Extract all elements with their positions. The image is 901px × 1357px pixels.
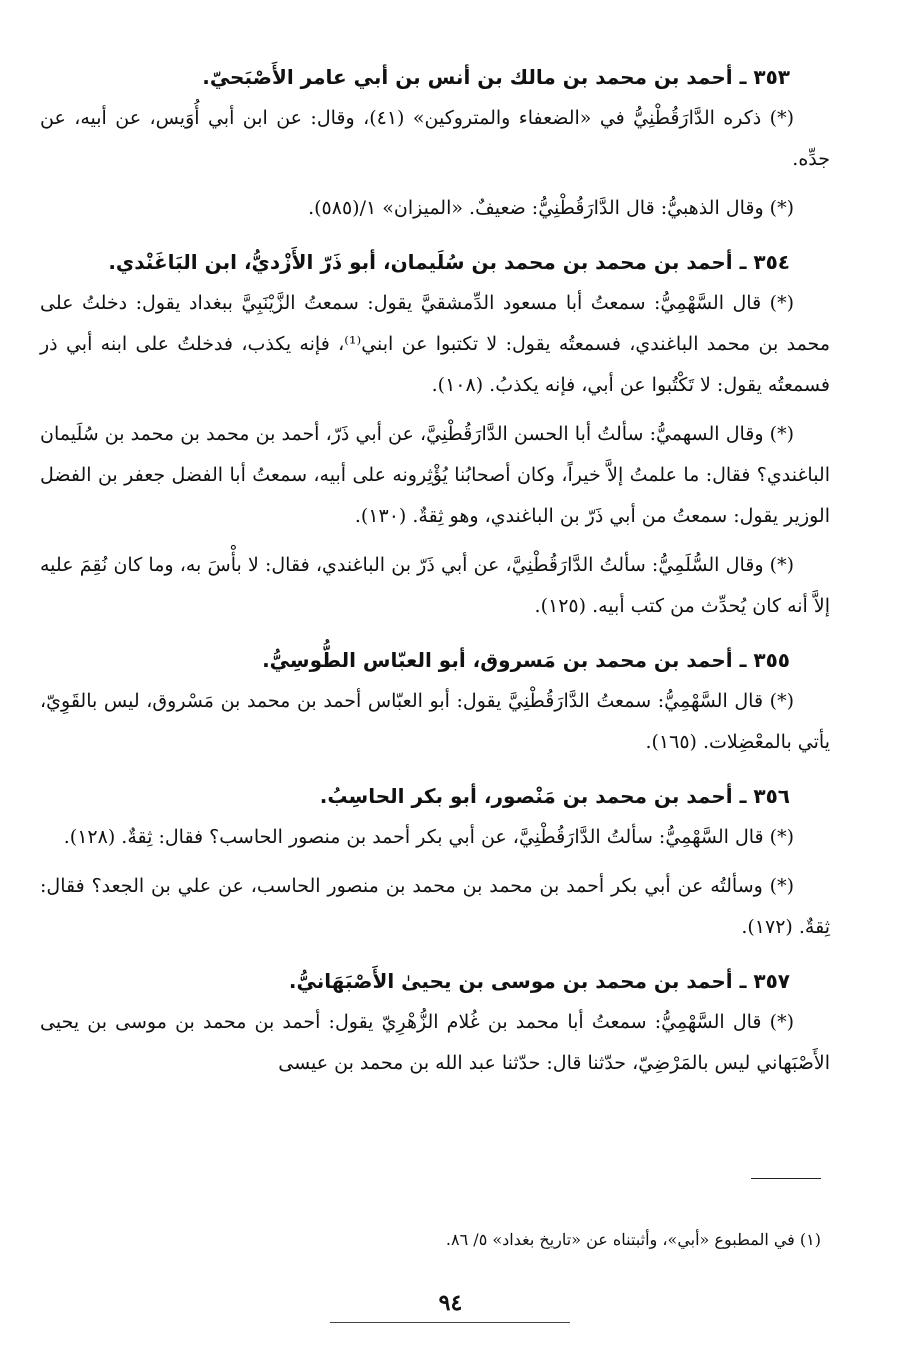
footnote: (١) في المطبوع «أبي»، وأثبتناه عن «تاريخ بغداد» ٥/ ٨٦. [445,1230,821,1249]
entry-paragraph: (*) قال السَّهْمِيُّ: سمعتُ أبا محمد بن غُلام الزُّهْرِيّ يقول: أحمد بن محمد بن موسى بن يحيى الأَصْبَهاني ليس بالمَرْضِيّ، حدّثنا قال: حدّثنا عبد الله بن محمد بن عيسى [40,1011,830,1074]
entry-heading: ٣٥٤ ـ أحمد بن محمد بن محمد بن سُلَيمان، أبو ذَرّ الأَزْديُّ، ابن البَاغَنْدي. [108,250,790,274]
entry-356 [40,781,830,948]
entry-heading: ٣٥٥ ـ أحمد بن محمد بن مَسروق، أبو العبّاس الطُّوسِيُّ. [262,648,790,672]
entry-paragraph: (*) وقال الذهبيُّ: قال الدَّارَقُطْنِيُّ: ضعيفٌ. «الميزان» ١/(٥٨٥). [308,197,794,219]
entry-paragraph: (*) وسألتُه عن أبي بكر أحمد بن محمد بن محمد بن منصور الحاسب، عن علي بن الجعد؟ فقال: ثِقةٌ. (١٧٢). [40,875,830,938]
entry-heading: ٣٥٣ ـ أحمد بن محمد بن مالك بن أنس بن أبي عامر الأَصْبَحيّ. [202,65,790,89]
entry-354 [40,247,830,627]
entry-353 [40,62,830,229]
entry-paragraph: (*) قال السَّهْمِيُّ: سمعتُ أبا مسعود الدِّمشقيَّ يقول: سمعتُ الزَّيْنَبِيَّ ببغداد يقول: دخلتُ على محمد بن محمد الباغندي، فسمعتُه يقول: لا تكتبوا عن ابني⁽¹⁾، فإنه يكذب، فدخلتُ على ابنه أبي ذر فسمعتُه يقول: لا تَكْتُبوا عن أبي، فإنه يكذبُ. (١٠٨). [40,292,831,396]
entry-heading: ٣٥٧ ـ أحمد بن محمد بن موسى بن يحيىٰ الأَصْبَهَانيُّ. [288,969,790,993]
entry-heading: ٣٥٦ ـ أحمد بن محمد بن مَنْصور، أبو بكر الحاسِبُ. [319,784,790,808]
entry-paragraph: (*) ذكره الدَّارَقُطْنِيُّ في «الضعفاء والمتروكين» (٤١)، وقال: عن ابن أبي أُوَيس، عن أبيه، عن جدِّه. [40,107,830,170]
entry-paragraph: (*) قال السَّهْمِيُّ: سمعتُ الدَّارَقُطْنِيَّ يقول: أبو العبّاس أحمد بن محمد بن مَسْروق، ليس بالقَوِيّ، يأتي بالمعْضِلات. (١٦٥). [40,690,830,753]
footnote-divider [751,1178,821,1179]
entry-paragraph: (*) وقال السهميُّ: سألتُ أبا الحسن الدَّارَقُطْنِيَّ، عن أبي ذَرّ، أحمد بن محمد بن محمد بن سُلَيمان الباغندي؟ فقال: ما علمتُ إلاَّ خيراً، وكان أصحابُنا يُؤْثِرونه على أبيه، سمعتُ أبا الفضل جعفر بن الفضل الوزير يقول: سمعتُ من أبي ذَرّ بن الباغندي، وهو ثِقةٌ. (١٣٠). [40,423,830,527]
page-number-divider [330,1322,570,1323]
entry-355 [40,645,830,763]
entry-paragraph: (*) قال السَّهْمِيُّ: سألتُ الدَّارَقُطْنِيَّ، عن أبي بكر أحمد بن منصور الحاسب؟ فقال: ثِقةٌ. (١٢٨). [63,826,794,848]
entry-paragraph: (*) وقال السُّلَمِيُّ: سألتُ الدَّارَقُطْنِيَّ، عن أبي ذَرّ بن الباغندي، فقال: لا بأْسَ به، وما كان نُقِمَ عليه إلاَّ أنه كان يُحدِّث من كتب أبيه. (١٢٥). [40,554,830,617]
entry-357 [40,966,830,1084]
page-number: ٩٤ [438,1290,463,1316]
page-body [40,62,830,1322]
